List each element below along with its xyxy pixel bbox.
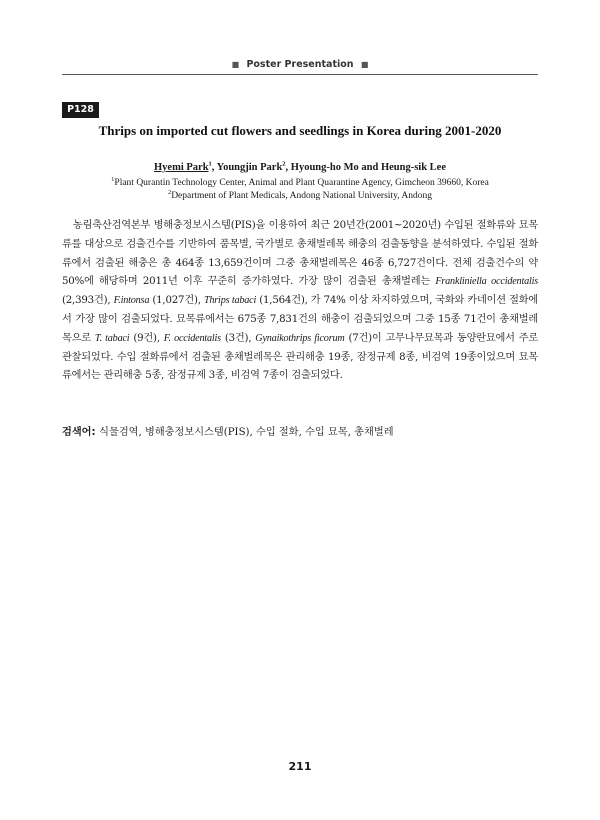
- page-number: 211: [288, 760, 312, 773]
- abstract-text: (9건),: [129, 332, 164, 344]
- species-name: F.intonsa: [113, 295, 150, 307]
- abstract-paragraph: [62, 217, 538, 386]
- affiliation: [62, 177, 538, 190]
- affiliation-text: Department of Plant Medicals, Andong National University, Andong: [171, 191, 433, 201]
- abstract-text: (1,027건),: [149, 295, 204, 307]
- affiliation: [62, 190, 538, 203]
- keywords-line: [62, 425, 538, 441]
- affiliation-marker: 2: [167, 188, 172, 196]
- affiliation-text: Plant Qurantin Technology Center, Animal and Plant Quarantine Agency, Gimcheon 39660, Korea: [114, 178, 489, 188]
- keywords-separator: :: [91, 427, 100, 438]
- header-rule: [62, 74, 538, 75]
- author-name: Youngjin Park: [216, 162, 283, 173]
- abstract-text: (1,564건), 가 74% 이상 차지하였으며, 국화와 카네이션 절화에서 가장 많이 검출되었다. 묘목류에서는 675종 7,831건의 해충이 검출되었으며 그중 15종 71건이 총채벌레목으로: [62, 295, 539, 344]
- abstract-text: 농림축산검역본부 병해충정보시스템(PIS)을 이용하여 최근 20년간(2001~2020년) 수입된 절화류와 묘목류를 대상으로 검출건수를 기반하여 품목별, 국가별로 총채벌레목 해충의 검출동향을 분석하였다. 수입된 절화류에서 검출된 해충은 총 464종 13,659건이며 그중 총채벌레목은 46종 6,727건이다. 전체 검출건수의 약 50%에 해당하며 2011년 이후 꾸준히 증가하였다. 가장 많이 검출된 총채벌레는: [62, 220, 538, 288]
- author-affiliation-marker: 1: [208, 160, 212, 168]
- author-separator: ,: [211, 162, 217, 173]
- author-list: [62, 162, 538, 173]
- species-name: Gynaikothrips ficorum: [255, 332, 345, 344]
- section-header: [62, 57, 538, 73]
- poster-id-badge: P128: [62, 102, 99, 118]
- species-name: T. tabaci: [94, 332, 130, 344]
- abstract-text: (2,393건),: [62, 295, 114, 307]
- square-bullet-icon: ■: [360, 60, 369, 69]
- keywords-label: 검색어: [62, 427, 92, 438]
- abstract-text: (3건),: [220, 332, 256, 344]
- section-header-label: Poster Presentation: [246, 59, 354, 70]
- species-name: Frankliniella occidentalis: [435, 276, 538, 288]
- species-name: F. occidentalis: [163, 332, 221, 344]
- abstract-text: (7건)이 고무나무묘목과 동양란묘에서 주로 관찰되었다. 수입 절화류에서 검출된 총채벌레목은 관리해충 19종, 잠정규제 8종, 비검역 19종이었으며 묘목류에서는 관리해충 5종, 잠정규제 3종, 비검역 7종이 검출되었다.: [62, 332, 538, 382]
- author-name: Hyoung-ho Mo and Heung-sik Lee: [290, 162, 446, 173]
- author-affiliation-marker: 2: [282, 160, 286, 168]
- affiliation-marker: 1: [111, 175, 115, 183]
- paper-title: Thrips on imported cut flowers and seedlings in Korea during 2001-2020: [98, 123, 502, 138]
- square-bullet-icon: ■: [231, 60, 240, 69]
- author-name: Hyemi Park: [154, 162, 209, 173]
- author-separator: ,: [285, 162, 291, 173]
- species-name: Thrips tabaci: [203, 295, 257, 307]
- keywords-text: 식물검역, 병해충정보시스템(PIS), 수입 절화, 수입 묘목, 총채벌레: [99, 427, 394, 438]
